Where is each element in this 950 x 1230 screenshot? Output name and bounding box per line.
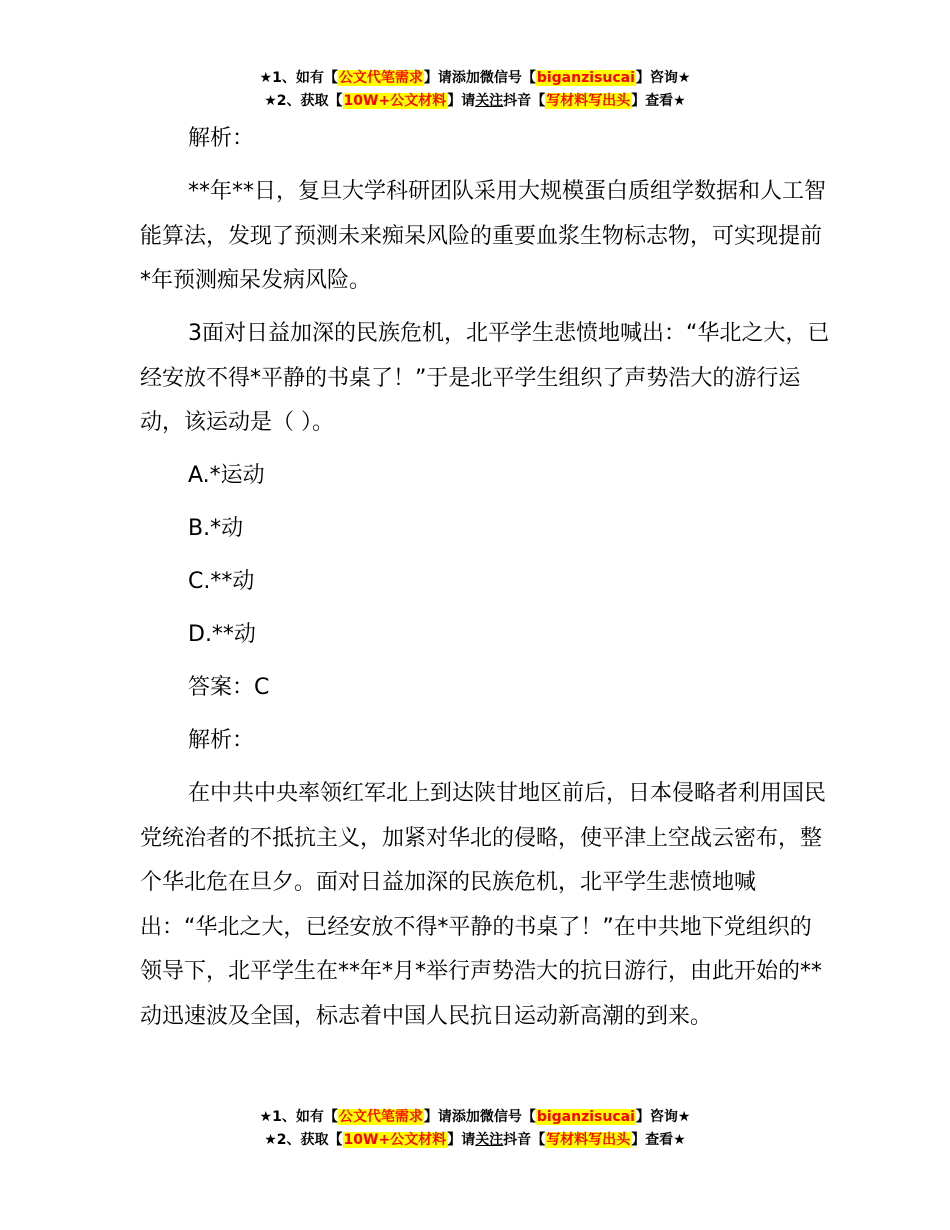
highlight-ghostwriting: 公文代笔需求 [338,70,423,86]
banner-line-1: ★1、如有【公文代笔需求】请添加微信号【biganzisucai】咨询★ [259,70,691,86]
underlined-follow: 关注 [475,1132,504,1148]
banner-line-2: ★2、获取【10W+公文材料】请关注抖音【写材料写出头】查看★ [264,93,686,109]
footer-line-2: ★2、获取【10W+公文材料】请关注抖音【写材料写出头】查看★ [264,1132,686,1148]
option-d: D.**动 [188,622,256,647]
option-b: B.*动 [188,516,244,541]
analysis-label-2: 解析： [188,728,255,753]
footer-line-1: ★1、如有【公文代笔需求】请添加微信号【biganzisucai】咨询★ [259,1109,691,1125]
analysis-label-1: 解析： [188,126,255,151]
header-banner [0,67,950,113]
document-body [140,117,830,1048]
highlight-douyin-account: 写材料写出头 [546,1132,631,1148]
highlight-materials: 10W+公文材料 [343,93,447,109]
question-3: 3面对日益加深的民族危机，北平学生悲愤地喊出：“华北之大，已经安放不得*平静的书桌了！”于是北平学生组织了声势浩大的游行运动，该运动是（ ）。 [140,321,830,435]
answer: 答案：C [188,675,270,700]
highlight-materials: 10W+公文材料 [343,1132,447,1148]
option-c: C.**动 [188,569,255,594]
highlight-ghostwriting: 公文代笔需求 [338,1109,423,1125]
option-a: A.*运动 [188,463,265,488]
highlight-wechat-id: biganzisucai [536,70,635,86]
paragraph-news: **年**日，复旦大学科研团队采用大规模蛋白质组学数据和人工智能算法，发现了预测未来痴呆风险的重要血浆生物标志物，可实现提前*年预测痴呆发病风险。 [140,179,827,293]
analysis-paragraph: 在中共中央率领红军北上到达陕甘地区前后，日本侵略者利用国民党统治者的不抵抗主义，加紧对华北的侵略，使平津上空战云密布，整个华北危在旦夕。面对日益加深的民族危机，北平学生悲愤地喊出：“华北之大，已经安放不得*平静的书桌了！”在中共地下党组织的领导下，北平学生在**年*月*举行声势浩大的抗日游行，由此开始的**动迅速波及全国，标志着中国人民抗日运动新高潮的到来。 [140,781,827,1029]
highlight-wechat-id: biganzisucai [536,1109,635,1125]
highlight-douyin-account: 写材料写出头 [546,93,631,109]
underlined-follow: 关注 [475,93,504,109]
footer-banner [0,1106,950,1152]
